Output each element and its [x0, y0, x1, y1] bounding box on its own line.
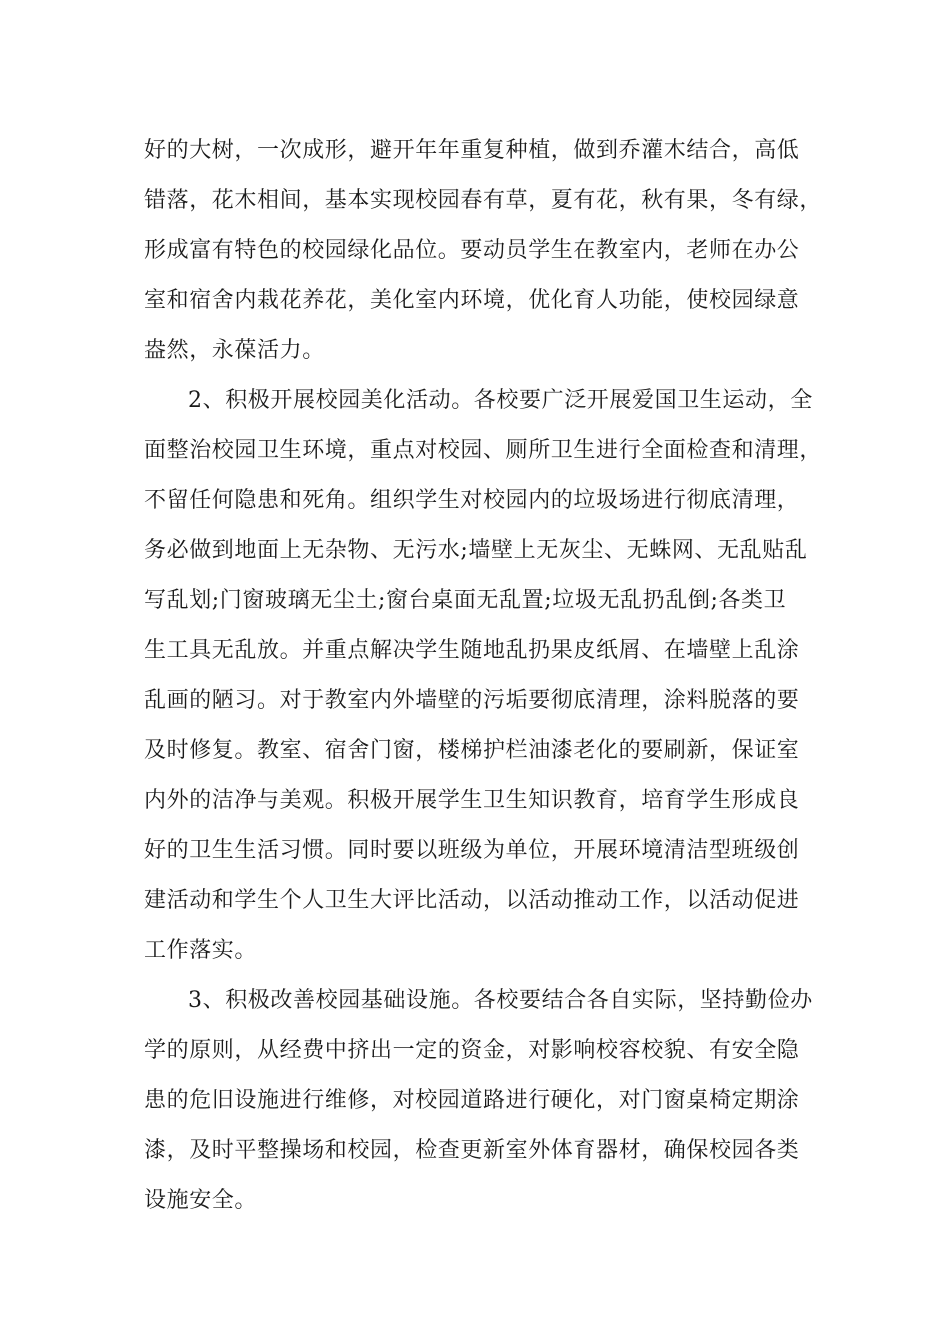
text-line: 形成富有特色的校园绿化品位。要动员学生在教室内，老师在办公 — [144, 238, 800, 263]
text-line: 室和宿舍内栽花养花，美化室内环境，优化育人功能，使校园绿意 — [144, 288, 800, 313]
text-line: 务必做到地面上无杂物、无污水;墙壁上无灰尘、无蛛网、无乱贴乱 — [144, 538, 808, 563]
text-line: 写乱划;门窗玻璃无尘土;窗台桌面无乱置;垃圾无乱扔乱倒;各类卫 — [144, 588, 787, 613]
text-line: 生工具无乱放。并重点解决学生随地乱扔果皮纸屑、在墙壁上乱涂 — [144, 638, 800, 663]
text-line: 面整治校园卫生环境，重点对校园、厕所卫生进行全面检查和清理， — [144, 438, 823, 463]
text-line: 建活动和学生个人卫生大评比活动，以活动推动工作，以活动促进 — [144, 888, 800, 913]
text-line: 不留任何隐患和死角。组织学生对校园内的垃圾场进行彻底清理， — [144, 488, 800, 513]
text-line: 工作落实。 — [144, 938, 258, 963]
text-line: 学的原则，从经费中挤出一定的资金，对影响校容校貌、有安全隐 — [144, 1038, 800, 1063]
text-line: 好的卫生生活习惯。同时要以班级为单位，开展环境清洁型班级创 — [144, 838, 800, 863]
paragraph-2-first-line: 2、积极开展校园美化活动。各校要广泛开展爱国卫生运动，全 — [188, 388, 813, 413]
text-line: 乱画的陋习。对于教室内外墙壁的污垢要彻底清理，涂料脱落的要 — [144, 688, 800, 713]
text-line: 盎然，永葆活力。 — [144, 338, 325, 363]
text-line: 错落，花木相间，基本实现校园春有草，夏有花，秋有果，冬有绿， — [144, 188, 823, 213]
text-line: 及时修复。教室、宿舍门窗，楼梯护栏油漆老化的要刷新，保证室 — [144, 738, 800, 763]
text-line: 设施安全。 — [144, 1188, 258, 1213]
paragraph-3-first-line: 3、积极改善校园基础设施。各校要结合各自实际，坚持勤俭办 — [188, 988, 813, 1013]
text-line: 内外的洁净与美观。积极开展学生卫生知识教育，培育学生形成良 — [144, 788, 800, 813]
text-line: 漆，及时平整操场和校园，检查更新室外体育器材，确保校园各类 — [144, 1138, 800, 1163]
text-line: 好的大树，一次成形，避开年年重复种植，做到乔灌木结合，高低 — [144, 138, 800, 163]
text-line: 患的危旧设施进行维修，对校园道路进行硬化，对门窗桌椅定期涂 — [144, 1088, 800, 1113]
